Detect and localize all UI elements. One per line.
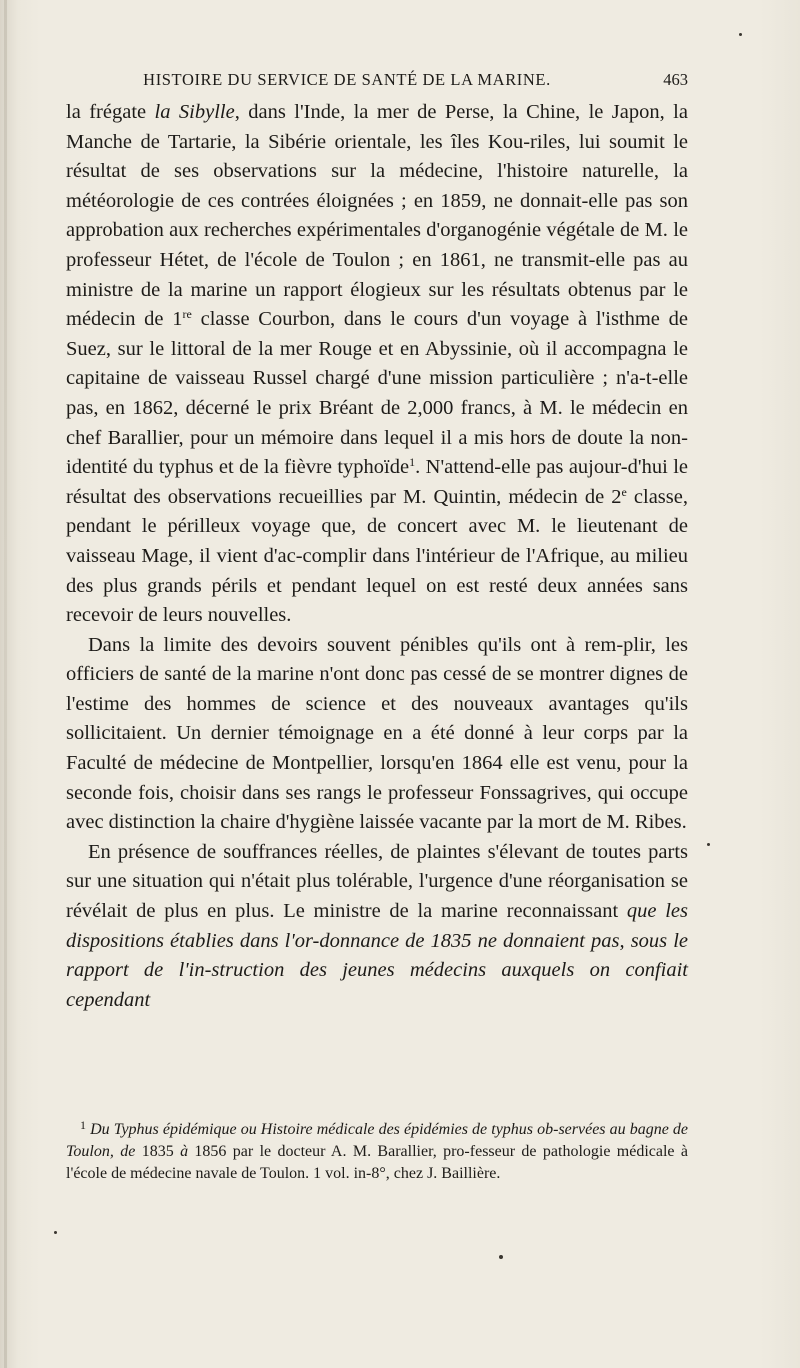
text-run: classe Courbon, dans le cours d'un voyage à l'isthme de Suez, sur le littoral de la mer Rouge et en Abyssinie, où il accompagna le capitaine de vaisseau Russel chargé d'une mission particulière ; n'a-t-elle pas, en 1862, décerné le prix Bréant de 2,000 francs, à M. le médecin en chef Barallier, pour un mémoire dans lequel il a mis hors de doute la non-identité du typhus et de la fièvre typhoïde	[66, 308, 688, 479]
text-run: la frégate	[66, 101, 155, 123]
footnotes	[66, 1119, 688, 1185]
page-number: 463	[663, 70, 688, 89]
text-run: En présence de souffrances réelles, de plaintes s'élevant de toutes parts sur une situation qui n'était plus tolérable, l'urgence d'une réorganisation se révélait de plus en plus. Le ministre de la marine reconnaissant	[66, 840, 688, 923]
text-run: , dans l'Inde, la mer de Perse, la Chine, le Japon, la Manche de Tartarie, la Sibérie orientale, les îles Kou-riles, lui soumit le résultat de ses observations sur la médecine, l'histoire naturelle, la météorologie de ces contrées éloignées ; en 1859, ne donnait-elle pas son approbation aux recherches expérimentales d'organogénie végétale de M. le professeur Hétet, de l'école de Toulon ; en 1861, ne transmit-elle pas au ministre de la marine un rapport élogieux sur les résultats obtenus par le médecin de 1	[66, 101, 688, 331]
text-run: à	[180, 1143, 189, 1160]
running-head	[66, 70, 688, 94]
footnote-1	[66, 1119, 688, 1185]
ink-speck	[739, 33, 742, 36]
ink-speck	[499, 1255, 503, 1259]
italic-quote: que les dispositions établies dans l'or-donnance de 1835 ne donnaient pas, sous le rapport de l'in-struction des jeunes médecins auxquels on confiait cependant	[66, 900, 688, 1011]
ship-name: la Sibylle	[154, 101, 235, 123]
text-run: 1856 par le docteur A. M. Barallier, pro-fesseur de pathologie médicale à l'école de médecine navale de Toulon. 1 vol. in-8°, chez J. Baillière.	[66, 1143, 688, 1182]
footnote-ref[interactable]: 1	[409, 455, 416, 470]
ink-speck	[707, 843, 710, 846]
binding-gutter	[4, 0, 7, 1368]
ink-speck	[54, 1231, 57, 1234]
text-run: classe, pendant le périlleux voyage que, de concert avec M. le lieutenant de vaisseau Mage, il vient d'ac-complir dans l'intérieur de l'Afrique, au milieu des plus grands périls et pendant lequel on est resté deux années sans recevoir de leurs nouvelles.	[66, 485, 688, 627]
paragraph-2: Dans la limite des devoirs souvent pénibles qu'ils ont à rem-plir, les officiers de santé de la marine n'ont donc pas cessé de se montrer dignes de l'estime des hommes de science et des nouveaux avantages qu'ils sollicitaient. Un dernier témoignage en a été donné à leur corps par la Faculté de médecine de Montpellier, lorsqu'en 1864 elle est venu, pour la seconde fois, choisir dans ses rangs le professeur Fonssagrives, qui occupe avec distinction la chaire d'hygiène laissée vacante par la mort de M. Ribes.	[66, 633, 688, 834]
text-run: 1835	[135, 1143, 181, 1160]
superscript: re	[182, 307, 192, 322]
body-text	[66, 98, 688, 1015]
superscript: e	[621, 484, 627, 499]
running-title: HISTOIRE DU SERVICE DE SANTÉ DE LA MARINE.	[143, 70, 551, 89]
footnote-number: 1	[80, 1118, 86, 1132]
paragraph-3	[66, 838, 688, 1016]
text-run: . N'attend-elle pas aujour-d'hui le résultat des observations recueillies par M. Quintin, médecin de 2	[66, 456, 688, 508]
footnote-title: Du Typhus épidémique ou Histoire médicale des épidémies de typhus ob-servées au bagne de Toulon, de	[66, 1121, 688, 1160]
paragraph-1	[66, 98, 688, 631]
